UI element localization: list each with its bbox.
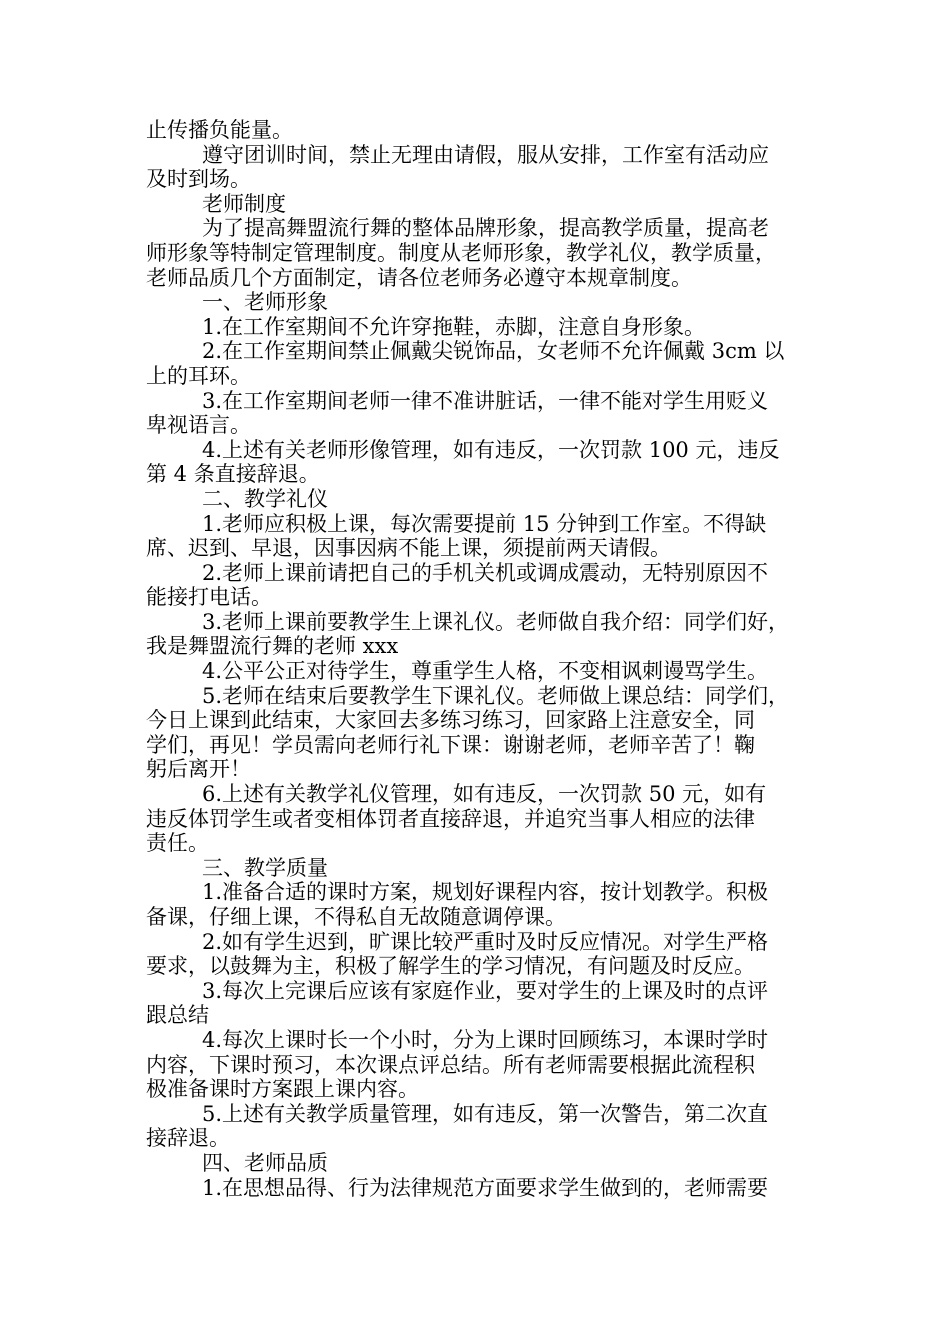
- text-line-content: 1.在思想品得、行为法律规范方面要求学生做到的，老师需要: [202, 1175, 769, 1200]
- text-line: [146, 1003, 812, 1028]
- text-line-content: 内容，下课时预习，本次课点评总结。所有老师需要根据此流程积: [146, 1052, 755, 1077]
- text-line: [146, 930, 812, 955]
- text-line-content: 要求，以鼓舞为主，积极了解学生的学习情况，有问题及时反应。: [146, 954, 755, 979]
- text-line: [146, 634, 812, 659]
- text-line: [146, 585, 812, 610]
- text-line-content: 极准备课时方案跟上课内容。: [146, 1077, 419, 1102]
- text-line: [146, 1077, 812, 1102]
- text-line-content: 卑视语言。: [146, 413, 251, 438]
- text-line: [146, 561, 812, 586]
- text-line-content: 及时到场。: [146, 167, 251, 192]
- text-line: [146, 241, 812, 266]
- text-line-content: 4.公平公正对待学生，尊重学生人格，不变相讽刺谩骂学生。: [202, 659, 769, 684]
- document-body: [146, 118, 812, 1200]
- text-line: [146, 1028, 812, 1053]
- text-line-content: 1.老师应积极上课，每次需要提前 15 分钟到工作室。不得缺: [202, 511, 767, 536]
- text-line: [146, 290, 812, 315]
- text-line: [146, 905, 812, 930]
- text-line-content: 违反体罚学生或者变相体罚者直接辞退，并追究当事人相应的法律: [146, 806, 755, 831]
- text-line: [146, 1151, 812, 1176]
- text-line-content: 老师制度: [202, 191, 286, 216]
- text-line-content: 3.在工作室期间老师一律不准讲脏话，一律不能对学生用贬义: [202, 388, 769, 413]
- text-line-content: 2.在工作室期间禁止佩戴尖锐饰品，女老师不允许佩戴 3cm 以: [202, 339, 785, 364]
- text-line: [146, 462, 812, 487]
- text-line-content: 5.上述有关教学质量管理，如有违反，第一次警告，第二次直: [202, 1101, 769, 1126]
- text-line: [146, 954, 812, 979]
- text-line: [146, 216, 812, 241]
- text-line-content: 2.老师上课前请把自己的手机关机或调成震动，无特别原因不: [202, 560, 769, 585]
- text-line-content: 老师品质几个方面制定，请各位老师务必遵守本规章制度。: [146, 265, 692, 290]
- text-line: [146, 1102, 812, 1127]
- text-line: [146, 118, 812, 143]
- text-line: [146, 1126, 812, 1151]
- text-line-content: 二、教学礼仪: [202, 486, 328, 511]
- text-line: [146, 684, 812, 709]
- text-line: [146, 413, 812, 438]
- text-line-content: 备课，仔细上课，不得私自无故随意调停课。: [146, 905, 566, 929]
- text-line: [146, 757, 812, 782]
- text-line: [146, 659, 812, 684]
- text-line: [146, 192, 812, 217]
- text-line-content: 2.如有学生迟到，旷课比较严重时及时反应情况。对学生严格: [202, 929, 769, 954]
- text-line-content: 一、老师形象: [202, 290, 328, 315]
- text-line: [146, 1176, 812, 1201]
- text-line: [146, 1053, 812, 1078]
- text-line-content: 5.老师在结束后要教学生下课礼仪。老师做上课总结：同学们，: [202, 683, 790, 708]
- text-line: [146, 438, 812, 463]
- text-line-content: 席、迟到、早退，因事因病不能上课，须提前两天请假。: [146, 536, 671, 561]
- text-line-content: 3.老师上课前要教学生上课礼仪。老师做自我介绍：同学们好，: [202, 609, 790, 634]
- text-line-content: 止传播负能量。: [146, 118, 293, 142]
- text-line-content: 躬后离开！: [146, 757, 251, 782]
- text-line: [146, 487, 812, 512]
- text-line-content: 4.上述有关老师形像管理，如有违反，一次罚款 100 元，违反: [202, 437, 780, 462]
- text-line: [146, 536, 812, 561]
- text-line: [146, 979, 812, 1004]
- text-line: [146, 733, 812, 758]
- text-line: [146, 610, 812, 635]
- text-line-content: 1.准备合适的课时方案，规划好课程内容，按计划教学。积极: [202, 880, 769, 905]
- text-line-content: 第 4 条直接辞退。: [146, 462, 320, 487]
- text-line: [146, 266, 812, 291]
- text-line-content: 6.上述有关教学礼仪管理，如有违反，一次罚款 50 元，如有: [202, 782, 767, 807]
- text-line: [146, 807, 812, 832]
- text-line: [146, 364, 812, 389]
- text-line-content: 4.每次上课时长一个小时，分为上课时回顾练习，本课时学时: [202, 1027, 769, 1052]
- text-line: [146, 315, 812, 340]
- text-line: [146, 167, 812, 192]
- text-line-content: 上的耳环。: [146, 363, 251, 388]
- text-line: [146, 389, 812, 414]
- text-line: [146, 880, 812, 905]
- text-line: [146, 782, 812, 807]
- text-line-content: 师形象等特制定管理制度。制度从老师形象，教学礼仪，教学质量，: [146, 240, 776, 265]
- text-line: [146, 856, 812, 881]
- text-line-content: 今日上课到此结束，大家回去多练习练习，回家路上注意安全，同: [146, 708, 755, 733]
- text-line-content: 为了提高舞盟流行舞的整体品牌形象，提高教学质量，提高老: [202, 216, 769, 241]
- text-line: [146, 339, 812, 364]
- text-line-content: 接辞退。: [146, 1126, 230, 1151]
- text-line-content: 跟总结: [146, 1003, 209, 1028]
- text-line: [146, 708, 812, 733]
- text-line-content: 责任。: [146, 831, 209, 856]
- text-line-content: 1.在工作室期间不允许穿拖鞋，赤脚，注意自身形象。: [202, 314, 706, 339]
- text-line: [146, 143, 812, 168]
- text-line: [146, 512, 812, 537]
- text-line-content: 学们，再见！学员需向老师行礼下课：谢谢老师，老师辛苦了！鞠: [146, 732, 755, 757]
- text-line-content: 我是舞盟流行舞的老师 xxx: [146, 634, 399, 659]
- text-line-content: 三、教学质量: [202, 855, 328, 880]
- text-line-content: 能接打电话。: [146, 585, 272, 610]
- text-line-content: 遵守团训时间，禁止无理由请假，服从安排，工作室有活动应: [202, 142, 769, 167]
- text-line-content: 四、老师品质: [202, 1150, 328, 1175]
- text-line-content: 3.每次上完课后应该有家庭作业，要对学生的上课及时的点评: [202, 978, 769, 1003]
- text-line: [146, 831, 812, 856]
